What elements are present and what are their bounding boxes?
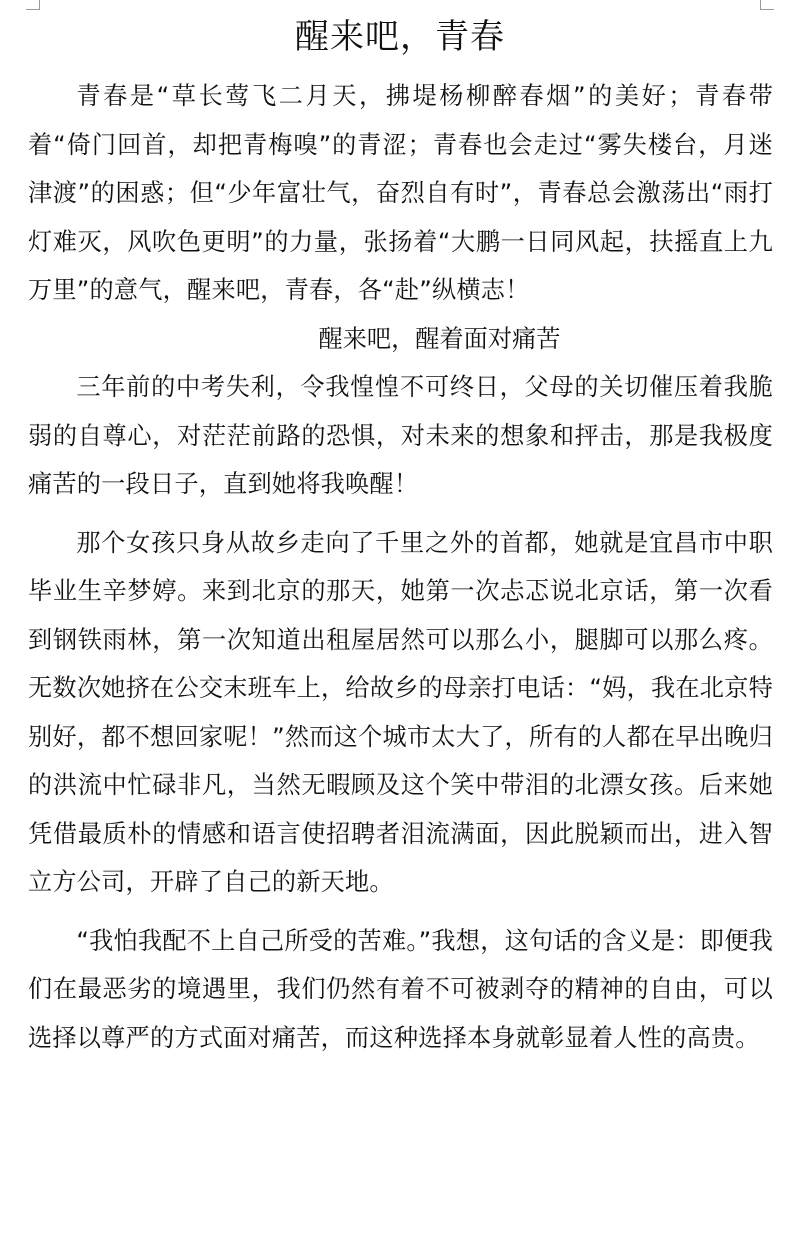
page-corner-mark-right	[760, 0, 774, 10]
page-corner-mark-left	[26, 0, 40, 10]
document-body	[28, 72, 773, 1062]
paragraph-gap	[28, 509, 773, 519]
body-paragraph-2: 那个女孩只身从故乡走向了千里之外的首都，她就是宜昌市中职毕业生辛梦婷。来到北京的那天，她第一次忐忑说北京话，第一次看到钢铁雨林，第一次知道出租屋居然可以那么小，腿脚可以那么疼。无数次她挤在公交末班车上，给故乡的母亲打电话：“妈，我在北京特别好，都不想回家呢！”然而这个城市太大了，所有的人都在早出晚归的洪流中忙碌非凡，当然无暇顾及这个笑中带泪的北漂女孩。后来她凭借最质朴的情感和语言使招聘者泪流满面，因此脱颖而出，进入智立方公司，开辟了自己的新天地。	[28, 528, 773, 896]
paragraph-gap	[28, 907, 773, 917]
intro-paragraph: 青春是“草长莺飞二月天，拂堤杨柳醉春烟”的美好；青春带着“倚门回首，却把青梅嗅”的青涩；青春也会走过“雾失楼台，月迷津渡”的困惑；但“少年富壮气，奋烈自有时”，青春总会激荡出“雨打灯难灭，风吹色更明”的力量，张扬着“大鹏一日同风起，扶摇直上九万里”的意气，醒来吧，青春，各“赴”纵横志！	[28, 82, 773, 304]
body-paragraph-1: 三年前的中考失利，令我惶惶不可终日，父母的关切催压着我脆弱的自尊心，对茫茫前路的恐惧，对未来的想象和抨击，那是我极度痛苦的一段日子，直到她将我唤醒！	[28, 373, 773, 498]
section-heading: 醒来吧，醒着面对痛苦	[318, 324, 561, 353]
document-title: 醒来吧，青春	[295, 17, 505, 57]
body-paragraph-3: “我怕我配不上自己所受的苦难。”我想，这句话的含义是：即便我们在最恶劣的境遇里，我们仍然有着不可被剥夺的精神的自由，可以选择以尊严的方式面对痛苦，而这种选择本身就彰显着人性的高贵。	[28, 926, 773, 1052]
